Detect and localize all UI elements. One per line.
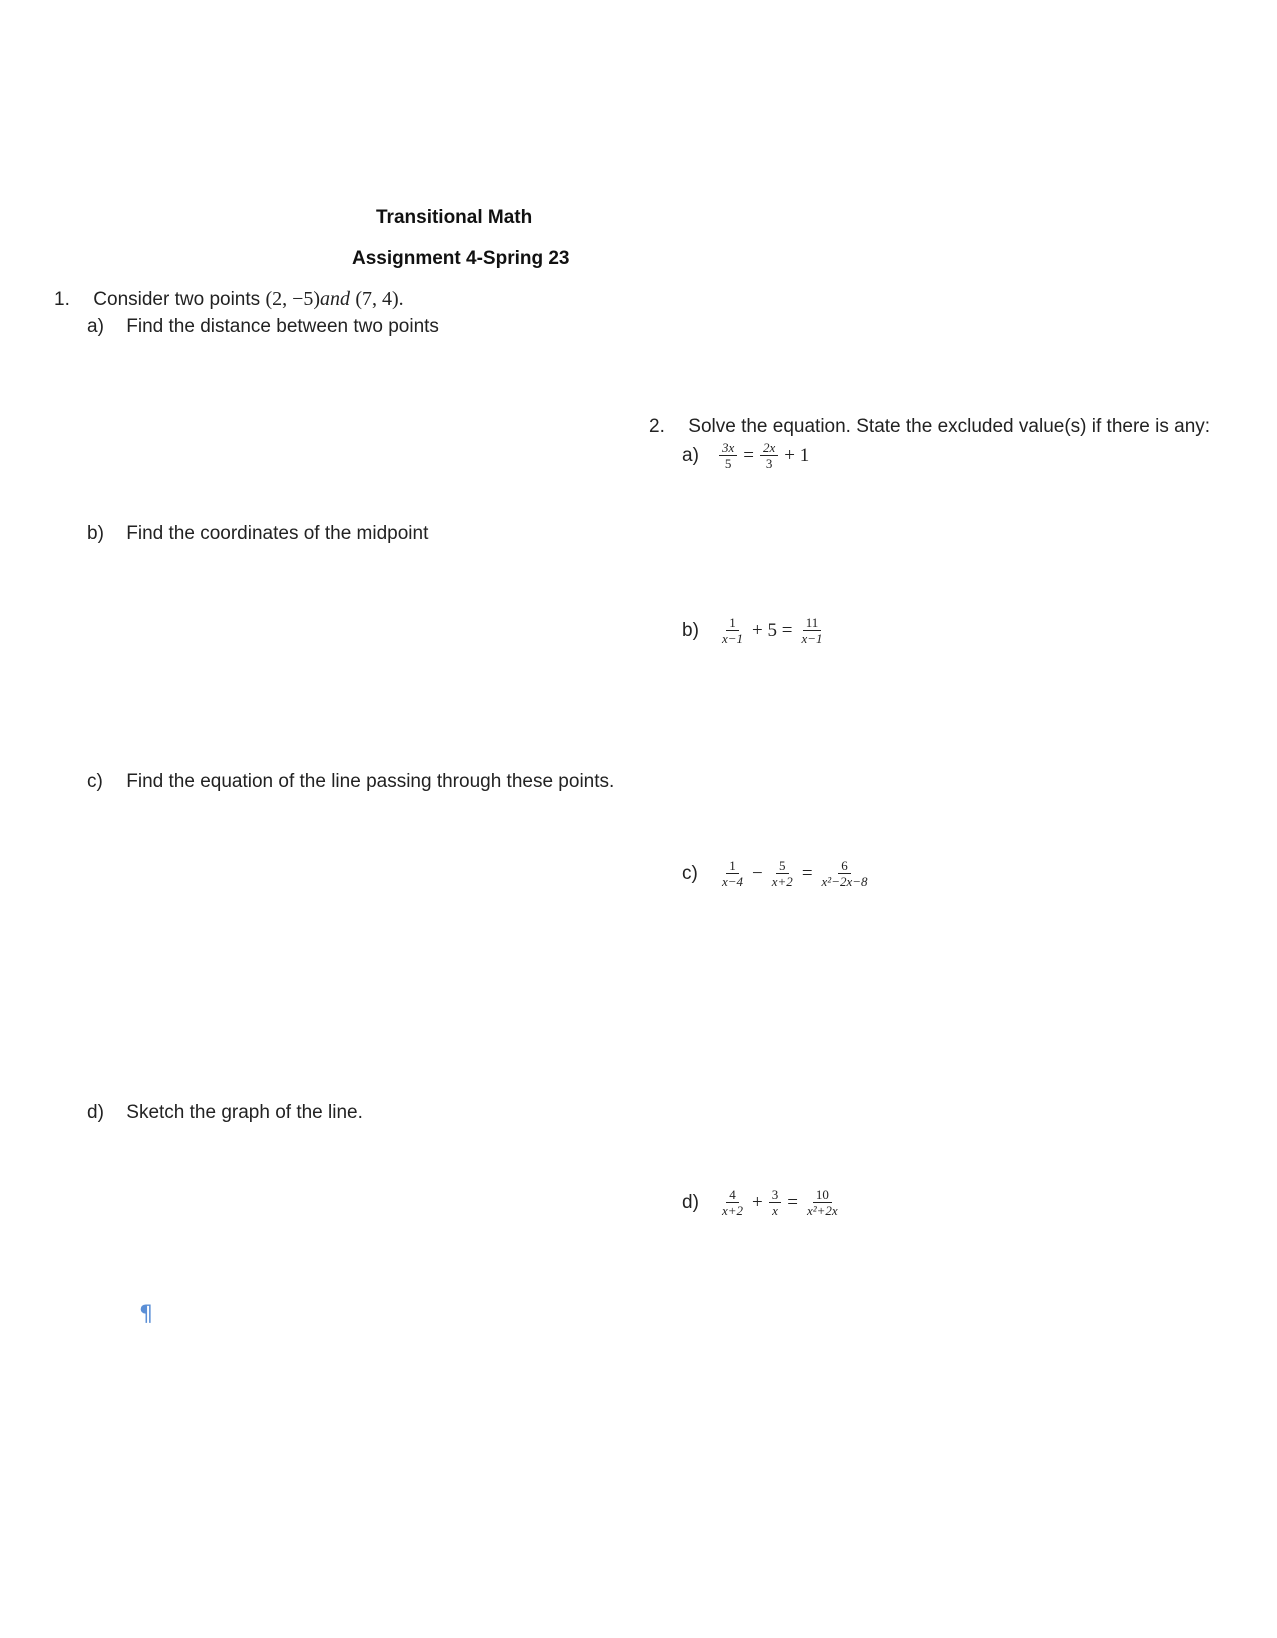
question-1a [87,316,439,338]
fraction-5-over-x-plus-2 [769,858,796,889]
equals-sign: = [743,444,754,466]
plus-five-equals: + 5 = [752,619,793,641]
minus-sign: − [752,862,763,884]
question-2 [649,416,1210,438]
question-2c [682,858,874,889]
plus-one: + 1 [784,444,810,466]
pilcrow-icon: ¶ [139,1302,153,1327]
fraction-6-over-quadratic [819,858,871,889]
fraction-denominator: 5 [724,456,732,471]
question-1b-label: b) [87,523,104,544]
question-2-number: 2. [649,416,665,437]
question-2b [682,615,829,646]
question-1d-label: d) [87,1102,104,1123]
fraction-numerator: 4 [726,1187,739,1203]
equation-2a [716,440,812,471]
question-1-number: 1. [54,289,70,310]
fraction-denominator: x+2 [722,1203,744,1218]
fraction-numerator: 2x [760,440,778,456]
equation-2d [716,1187,844,1218]
question-1b [87,523,428,545]
question-1-prompt: Consider two points [93,289,261,310]
course-title: Transitional Math [376,207,533,228]
question-2-prompt: Solve the equation. State the excluded value(s) if there is any: [688,416,1211,437]
fraction-denominator: x−1 [801,631,823,646]
question-1c-label: c) [87,771,103,792]
question-1d-text: Sketch the graph of the line. [126,1102,363,1123]
question-2d-label: d) [682,1191,699,1213]
question-2a-label: a) [682,444,699,466]
question-1c [87,771,614,793]
fraction-numerator: 3x [719,440,737,456]
equals-sign: = [801,862,813,884]
fraction-denominator: x [772,1203,778,1218]
question-2d [682,1187,844,1218]
fraction-1-over-x-minus-4 [719,858,746,889]
equals-sign: = [787,1191,798,1213]
fraction-10-over-quadratic [804,1187,841,1218]
fraction-3x-over-5 [719,440,737,471]
fraction-denominator: 3 [765,456,773,471]
point-connector: and [320,288,351,310]
fraction-numerator: 6 [838,858,851,874]
fraction-numerator: 1 [726,615,739,631]
fraction-numerator: 11 [803,615,822,631]
question-2c-label: c) [682,862,698,884]
point-1: (2, −5) [265,288,321,310]
fraction-numerator: 10 [813,1187,832,1203]
question-1b-text: Find the coordinates of the midpoint [126,523,429,544]
question-2a [682,440,812,471]
fraction-denominator: x+2 [771,874,793,889]
question-2b-label: b) [682,619,699,641]
fraction-4-over-x-plus-2 [719,1187,746,1218]
fraction-11-over-x-minus-1 [798,615,825,646]
question-1d [87,1102,363,1124]
question-1a-text: Find the distance between two points [126,316,439,337]
point-2: (7, 4). [355,288,404,310]
fraction-numerator: 1 [726,858,739,874]
fraction-3-over-x [769,1187,782,1218]
fraction-denominator: x−1 [722,631,744,646]
fraction-denominator: x²+2x [806,1203,838,1218]
equation-2c [716,858,874,889]
equation-2b [716,615,829,646]
assignment-title: Assignment 4-Spring 23 [352,248,570,269]
fraction-denominator: x²−2x−8 [821,874,868,889]
question-1 [54,288,404,311]
question-1c-text: Find the equation of the line passing through these points. [126,771,615,792]
fraction-1-over-x-minus-1 [719,615,746,646]
fraction-2x-over-3 [760,440,778,471]
plus-sign: + [752,1191,763,1213]
fraction-numerator: 5 [776,858,789,874]
fraction-numerator: 3 [769,1187,782,1203]
fraction-denominator: x−4 [722,874,744,889]
question-1a-label: a) [87,316,104,337]
